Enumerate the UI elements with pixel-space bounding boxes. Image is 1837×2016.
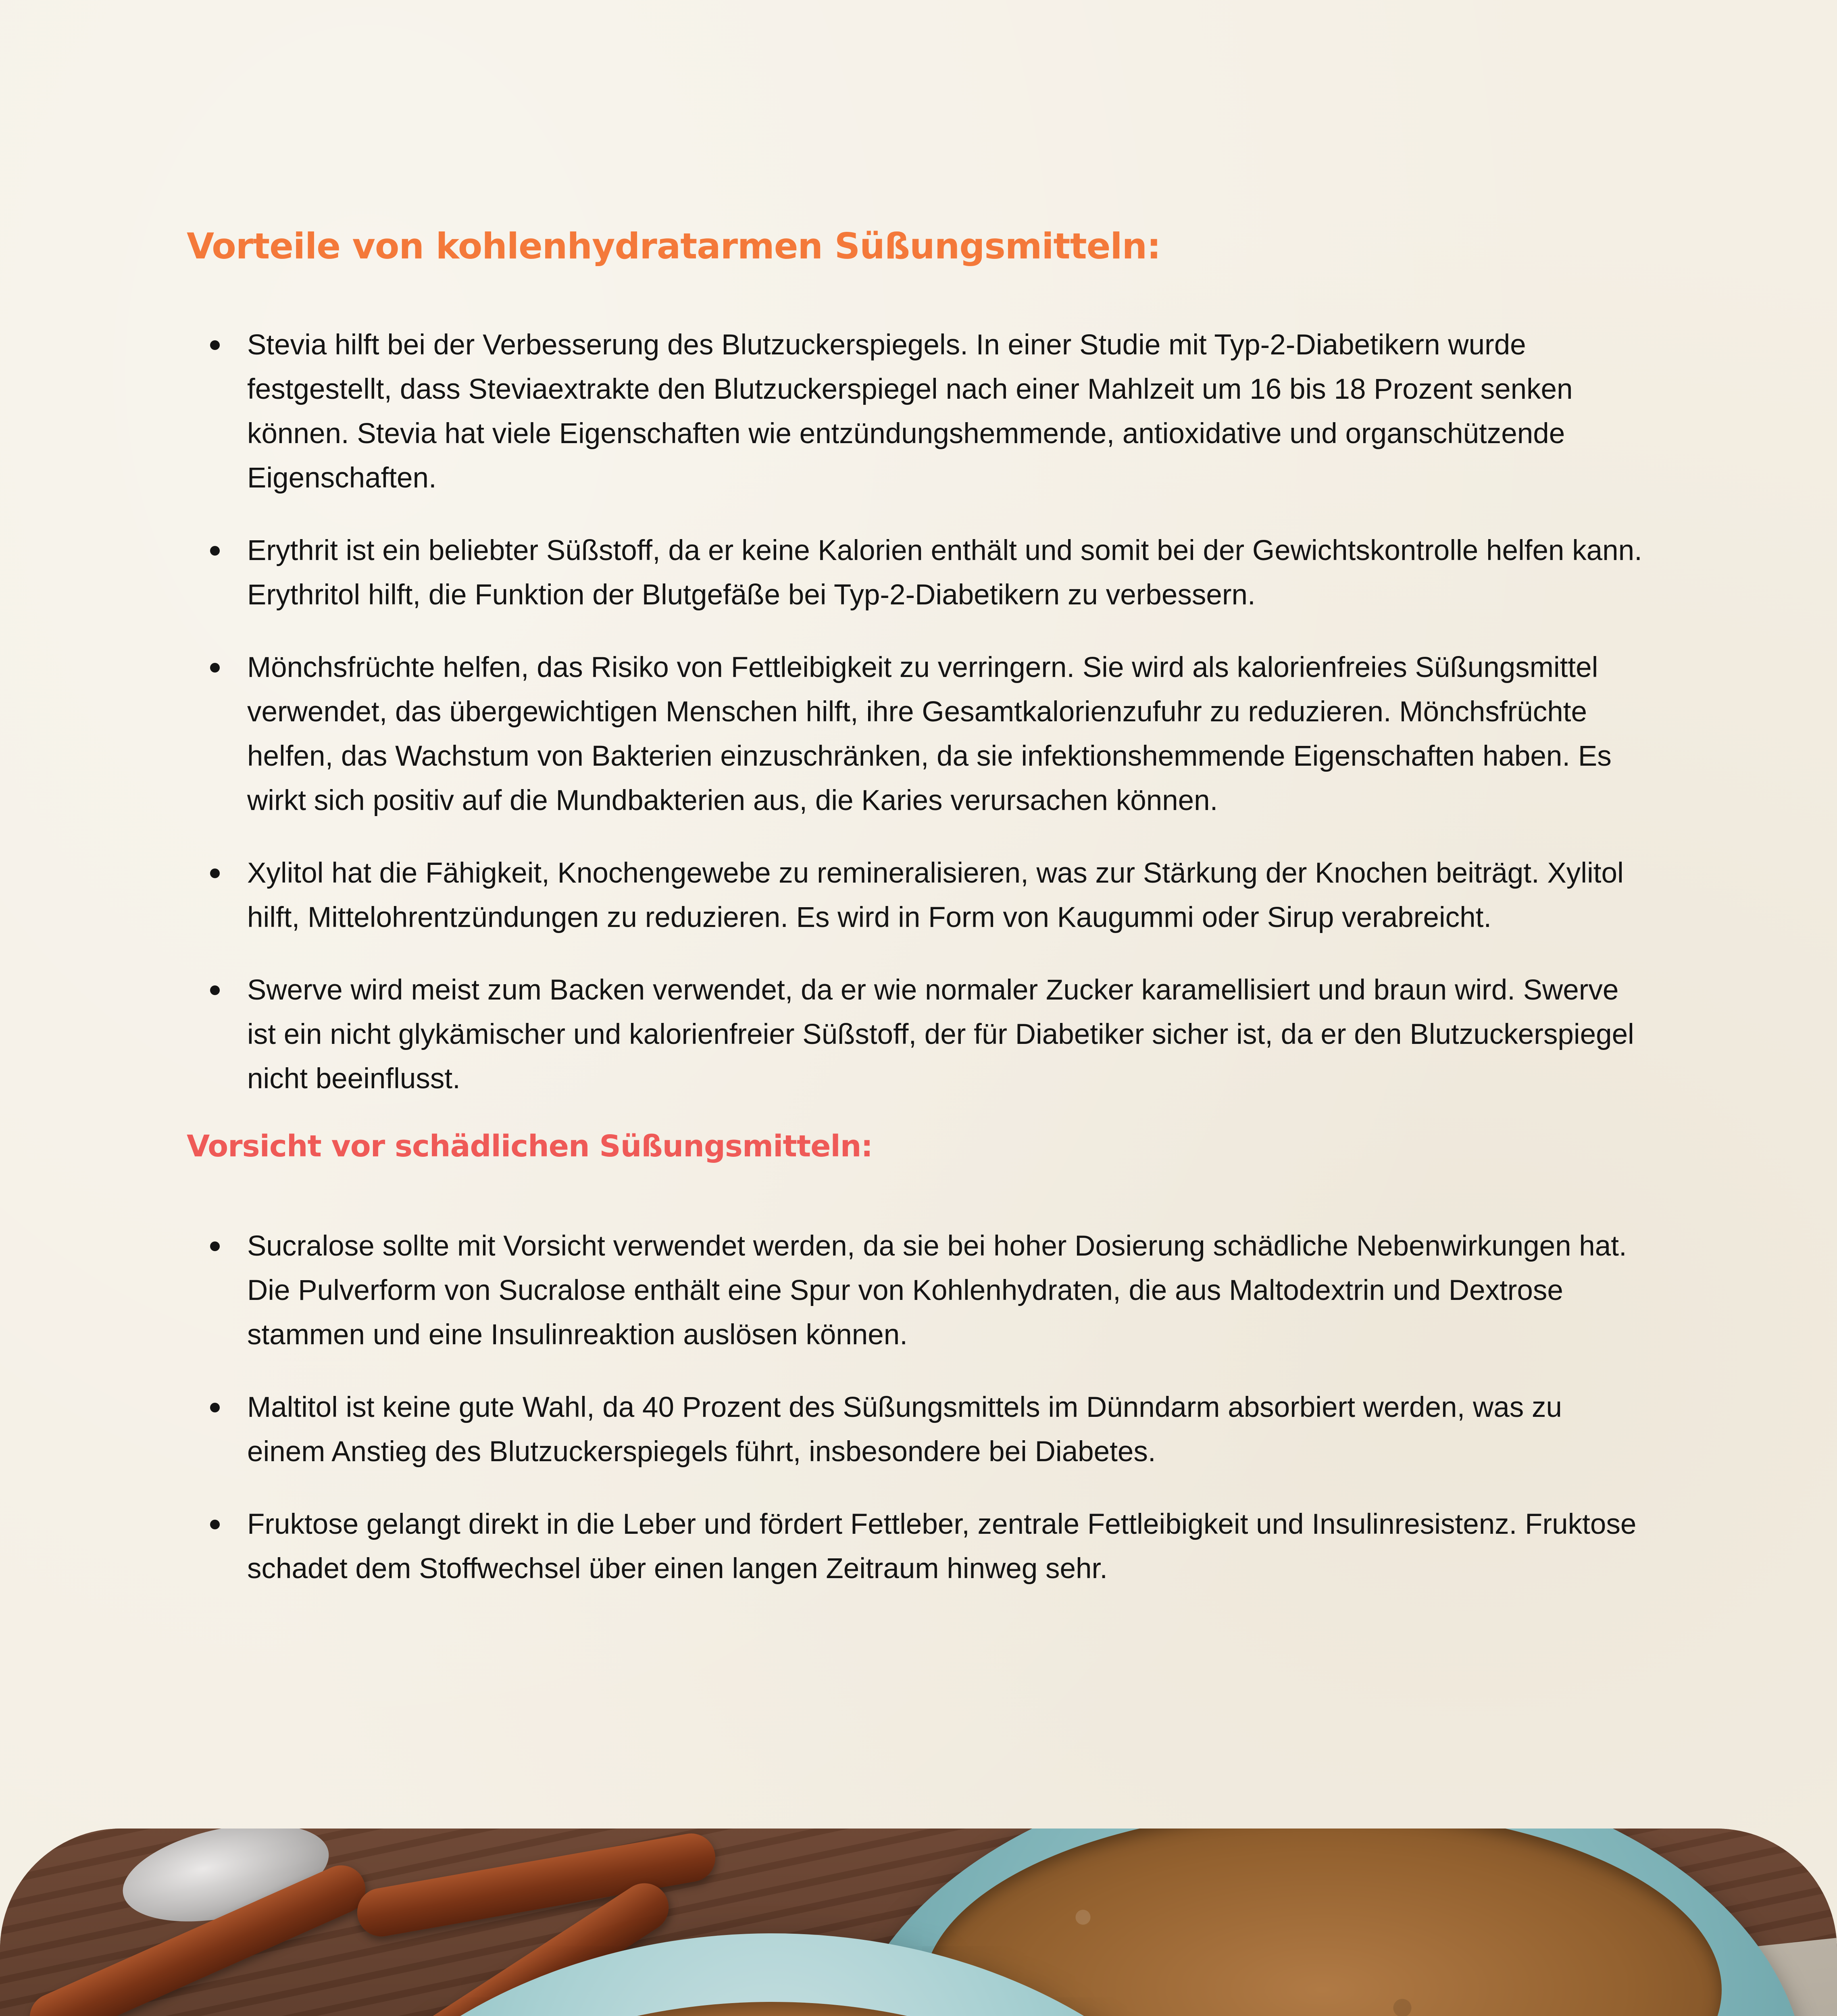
list-item [187,851,1646,940]
list-item-text: Sucralose sollte mit Vorsicht verwendet werden, da sie bei hoher Dosierung schädliche Nebenwirkungen hat. Die Pulverform von Sucralose enthält eine Spur von Kohlenhydraten, die aus Maltodextrin und Dextrose stammen und eine Insulinreaktion auslösen können. [247,1230,1627,1351]
bullet-icon [210,868,220,878]
main-content [187,226,1646,1619]
bullet-icon [210,546,220,556]
list-item [187,1224,1646,1357]
bullet-icon [210,663,220,673]
dessert-photo [0,1829,1837,2016]
bullet-icon [210,1520,220,1529]
list-item-text: Mönchsfrüchte helfen, das Risiko von Fettleibigkeit zu verringern. Sie wird als kalorienfreies Süßungsmittel verwendet, das übergewichtigen Menschen hilft, ihre Gesamtkalorienzufuhr zu reduzieren. Mönchsfrüchte helfen, das Wachstum von Bakterien einzuschränken, da sie infektionshemmende Eigenschaften haben. Es wirkt sich positiv auf die Mundbakterien aus, die Karies verursachen können. [247,652,1612,817]
list-item [187,646,1646,823]
bullet-icon [210,340,220,350]
list-item [187,1502,1646,1591]
list-item [187,323,1646,500]
benefits-list [187,323,1646,1101]
bullet-icon [210,1241,220,1251]
heading-benefits: Vorteile von kohlenhydratarmen Süßungsmitteln: [187,225,1161,267]
list-item-text: Fruktose gelangt direkt in die Leber und fördert Fettleber, zentrale Fettleibigkeit und Insulinresistenz. Fruktose schadet dem Stoffwechsel über einen langen Zeitraum hinweg sehr. [247,1508,1637,1585]
caution-list [187,1224,1646,1591]
list-item-text: Swerve wird meist zum Backen verwendet, da er wie normaler Zucker karamellisiert und braun wird. Swerve ist ein nicht glykämischer und kalorienfreier Süßstoff, der für Diabetiker sicher ist, da er den Blutzuckerspiegel nicht beeinflusst. [247,974,1634,1095]
list-item [187,1385,1646,1474]
bullet-icon [210,1403,220,1412]
list-item [187,968,1646,1101]
list-item-text: Xylitol hat die Fähigkeit, Knochengewebe zu remineralisieren, was zur Stärkung der Knochen beiträgt. Xylitol hilft, Mittelohrentzündungen zu reduzieren. Es wird in Form von Kaugummi oder Sirup verabreicht. [247,857,1624,934]
heading-caution: Vorsicht vor schädlichen Süßungsmitteln: [187,1129,873,1164]
list-item-text: Erythrit ist ein beliebter Süßstoff, da er keine Kalorien enthält und somit bei der Gewichtskontrolle helfen kann. Erythritol hilft, die Funktion der Blutgefäße bei Typ-2-Diabetikern zu verbessern. [247,535,1642,611]
list-item-text: Maltitol ist keine gute Wahl, da 40 Prozent des Süßungsmittels im Dünndarm absorbiert werden, was zu einem Anstieg des Blutzuckerspiegels führt, insbesondere bei Diabetes. [247,1391,1562,1468]
list-item [187,529,1646,617]
list-item-text: Stevia hilft bei der Verbesserung des Blutzuckerspiegels. In einer Studie mit Typ-2-Diabetikern wurde festgestellt, dass Steviaextrakte den Blutzuckerspiegel nach einer Mahlzeit um 16 bis 18 Prozent senken können. Stevia hat viele Eigenschaften wie entzündungshemmende, antioxidative und organschützende Eigenschaften. [247,329,1573,494]
bullet-icon [210,985,220,995]
